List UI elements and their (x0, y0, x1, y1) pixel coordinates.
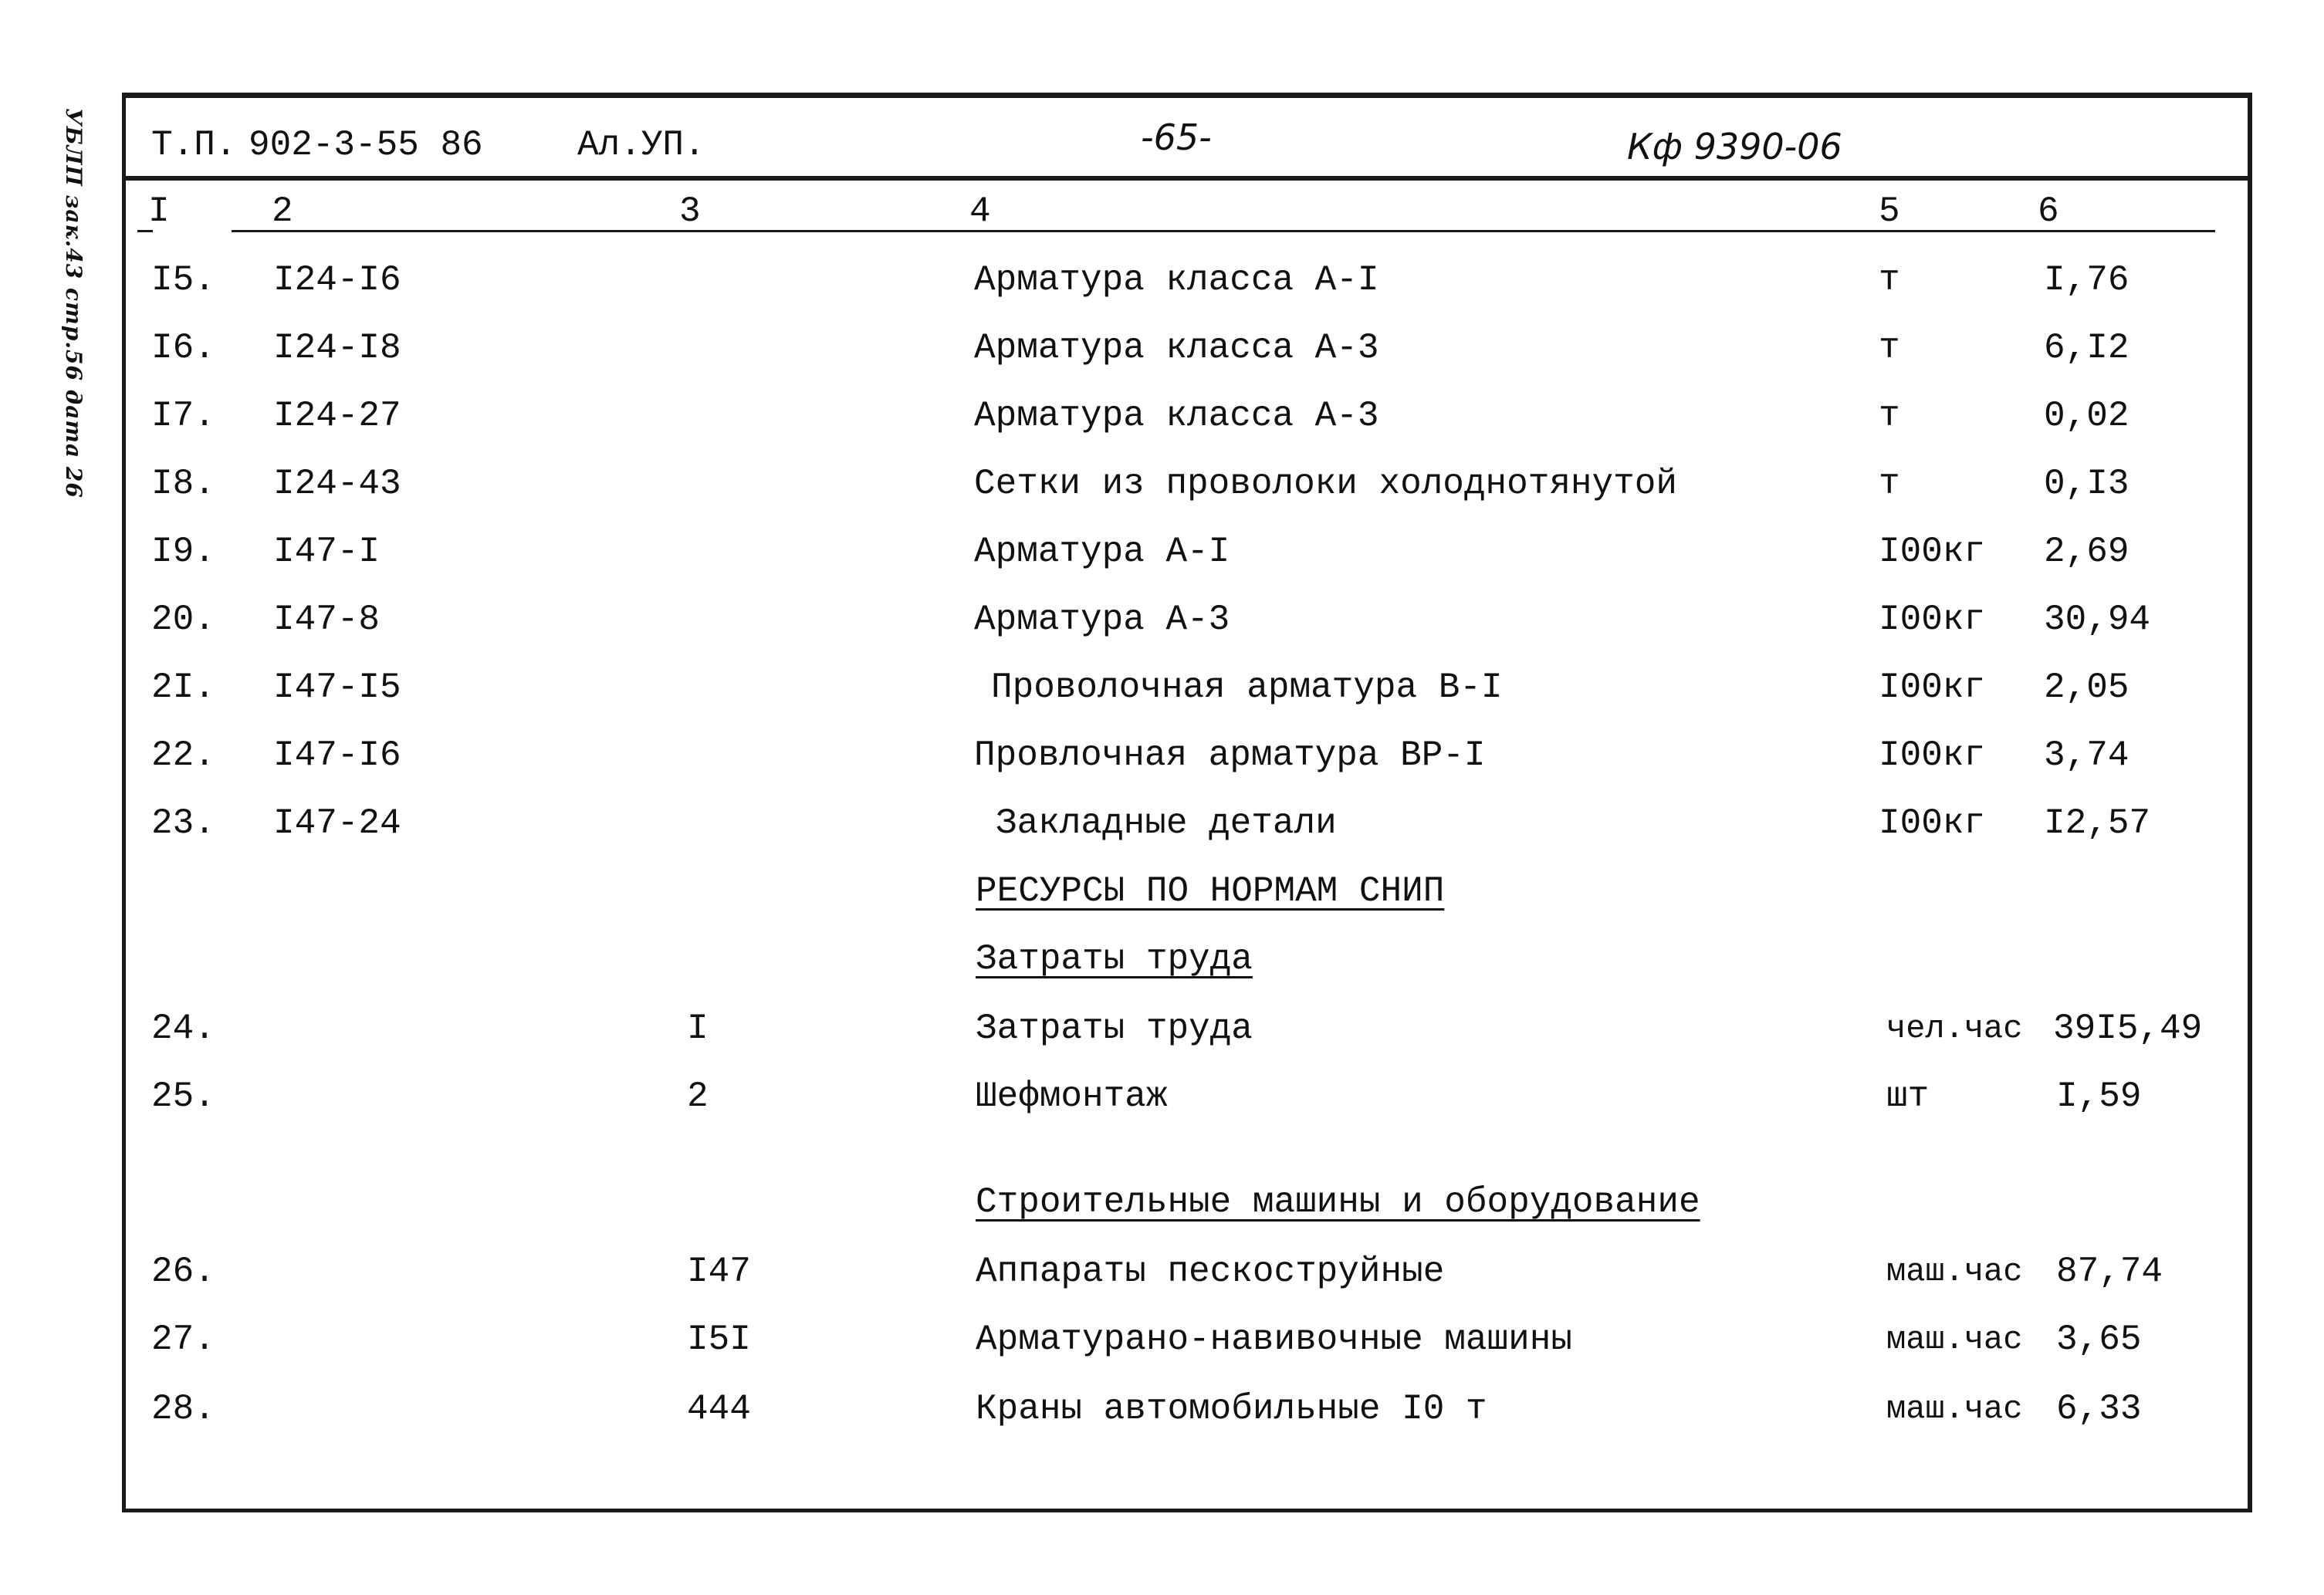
row-qty: 0,I3 (2044, 464, 2129, 504)
column-header-3: 3 (679, 191, 701, 231)
column-header-1: I (148, 191, 170, 231)
row-number: 22. (151, 735, 215, 776)
page-number: -65- (1141, 117, 1212, 158)
row-ref: I5I (687, 1320, 751, 1360)
album-label: Ал.УП. (577, 125, 705, 165)
column-header-underline (232, 230, 2215, 232)
row-unit: I00кг (1879, 600, 1986, 640)
row-code: I47-24 (273, 803, 401, 843)
row-unit: маш.час (1886, 1391, 2023, 1428)
row-unit: маш.час (1886, 1321, 2023, 1358)
column-header-2: 2 (272, 191, 293, 231)
row-unit: т (1879, 328, 1900, 368)
row-code: I47-I5 (273, 667, 401, 708)
header-divider (122, 176, 2252, 181)
row-name: Арматура А-I (974, 532, 1230, 572)
row-unit: чел.час (1886, 1010, 2023, 1047)
row-unit: шт (1886, 1076, 1930, 1117)
row-qty: 39I5,49 (2053, 1009, 2203, 1049)
row-number: 23. (151, 803, 215, 843)
row-name: Арматура А-3 (974, 600, 1230, 640)
archive-stamp-text: УБЛП зак.43 стр.56 дата 26 (61, 108, 86, 498)
column-header-6: 6 (2038, 191, 2059, 231)
row-number: 25. (151, 1076, 215, 1117)
row-qty: 87,74 (2056, 1252, 2163, 1292)
row-name: Краны автомобильные I0 т (976, 1389, 1487, 1429)
row-code: I24-43 (273, 464, 401, 504)
section-title-labor: Затраты труда (976, 939, 1253, 979)
row-code: I24-I8 (273, 328, 401, 368)
row-unit: I00кг (1879, 803, 1986, 843)
row-number: 24. (151, 1009, 215, 1049)
row-number: I9. (151, 532, 215, 572)
row-code: I47-I6 (273, 735, 401, 776)
row-name: Арматура класса А-3 (974, 396, 1379, 436)
row-qty: 6,I2 (2044, 328, 2129, 368)
row-qty: 3,65 (2056, 1320, 2142, 1360)
row-number: I5. (151, 260, 215, 300)
row-ref: I47 (687, 1252, 751, 1292)
row-ref: 2 (687, 1076, 709, 1117)
row-code: I24-I6 (273, 260, 401, 300)
row-unit: I00кг (1879, 532, 1986, 572)
row-number: 26. (151, 1252, 215, 1292)
row-number: 28. (151, 1389, 215, 1429)
row-name: Шефмонтаж (976, 1076, 1168, 1117)
section-title-resources: РЕСУРСЫ ПО НОРМАМ СНИП (976, 871, 1445, 911)
row-qty: 6,33 (2056, 1389, 2142, 1429)
row-number: I7. (151, 396, 215, 436)
row-name: Провлочная арматура ВР-I (974, 735, 1486, 776)
row-ref: I (687, 1009, 709, 1049)
column-header-4: 4 (969, 191, 991, 231)
row-qty: 3,74 (2044, 735, 2129, 776)
row-number: I6. (151, 328, 215, 368)
row-number: 27. (151, 1320, 215, 1360)
row-code: I47-8 (273, 600, 381, 640)
row-qty: 30,94 (2044, 600, 2151, 640)
row-qty: I,76 (2044, 260, 2129, 300)
row-unit: I00кг (1879, 735, 1986, 776)
row-unit: т (1879, 396, 1900, 436)
row-name: Арматура класса А-3 (974, 328, 1379, 368)
row-qty: I,59 (2056, 1076, 2142, 1117)
row-code: I24-27 (273, 396, 401, 436)
row-qty: 2,69 (2044, 532, 2129, 572)
row-unit: I00кг (1879, 667, 1986, 708)
row-number: 20. (151, 600, 215, 640)
row-unit: маш.час (1886, 1253, 2023, 1290)
tp-label: Т.П. (151, 125, 237, 165)
row-name: Арматура класса А-I (974, 260, 1379, 300)
row-name: Арматурано-навивочные машины (976, 1320, 1572, 1360)
row-name: Сетки из проволоки холоднотянутой (974, 464, 1677, 504)
row-number: 2I. (151, 667, 215, 708)
document-code: Кф 9390-06 (1627, 126, 1842, 167)
row-code: I47-I (273, 532, 381, 572)
row-name: Аппараты пескоструйные (976, 1252, 1445, 1292)
row-name: Закладные детали (996, 803, 1337, 843)
row-name: Проволочная арматура В-I (991, 667, 1503, 708)
row-qty: 0,02 (2044, 396, 2129, 436)
row-number: I8. (151, 464, 215, 504)
section-title-machines: Строительные машины и оборудование (976, 1182, 1700, 1222)
archive-stamp (60, 108, 99, 498)
row-unit: т (1879, 260, 1900, 300)
row-name: Затраты труда (976, 1009, 1253, 1049)
row-unit: т (1879, 464, 1900, 504)
tp-number: 902-3-55 86 (249, 125, 483, 165)
row-qty: 2,05 (2044, 667, 2129, 708)
column-header-5: 5 (1879, 191, 1900, 231)
row-ref: 444 (687, 1389, 751, 1429)
row-qty: I2,57 (2044, 803, 2151, 843)
